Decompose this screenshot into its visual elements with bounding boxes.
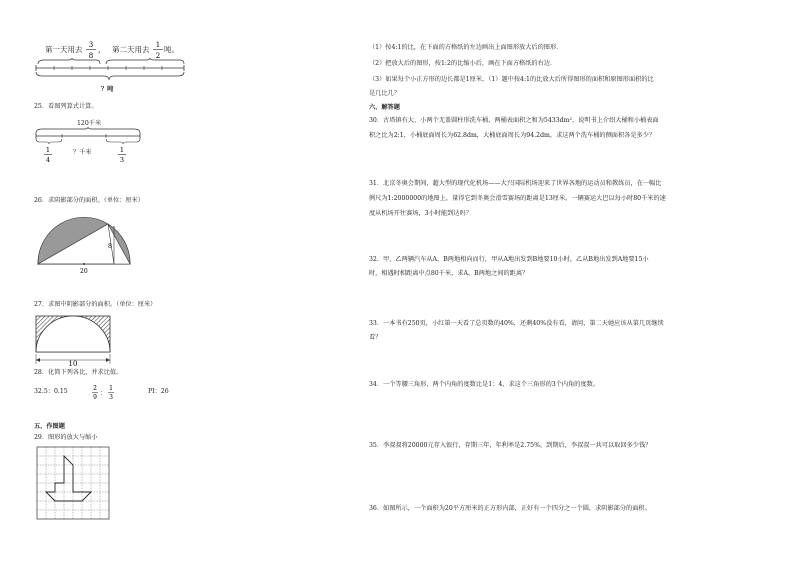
q26-semicircle-figure: [34, 212, 134, 274]
q25-total-label: 120千米: [77, 120, 102, 127]
q29-part-3-line-1: （3）如果每个小正方形的边长都是1厘米，（1）题中按4:1的比放大后所得图形的面积和原图形面积的比: [369, 76, 654, 83]
q26-center-point: [83, 263, 85, 265]
q25-fraction-one-third: [117, 145, 127, 165]
q25-f2-den: 3: [119, 156, 125, 164]
q25-f2-num: 1: [119, 146, 125, 154]
q28-r2-colon: ：: [99, 390, 107, 397]
q28-ratio-2: [91, 383, 121, 403]
q24-day2-text: 第二天用去: [112, 45, 150, 54]
q28-title: 28．化简下列各比，并求比值。: [34, 369, 123, 376]
q24-day1-text: 第一天用去: [45, 45, 83, 54]
q24-separator: ，: [98, 45, 106, 54]
q33-line-1: 33．一本书有250页，小红第一天看了总页数的40%，还剩40%没有看，请问，第二天她应该从第几页继续: [369, 320, 664, 327]
q30-line-1: 30．古塔镇有大、小两个无盖圆柱形洗车桶，两桶表面积之和为5433dm²，说明书上介绍大桶和小桶表面: [369, 117, 659, 124]
q35-text: 35．李叔叔将20000元存入银行，存期三年，年利率是2.75%，到期后，李叔叔一共可以取回多少钱？: [369, 442, 652, 449]
q24-fraction-three-eighths: [85, 40, 97, 60]
q24-day1-num: 3: [88, 41, 94, 49]
q28-r2-a-num: 2: [93, 385, 97, 392]
q24-brace-total: [36, 72, 184, 80]
section-6-heading: 六、解答题: [369, 104, 400, 111]
q29-grid-figure: [37, 447, 109, 519]
q27-label-width: 10: [68, 360, 78, 368]
q26-label-base: 20: [80, 268, 88, 275]
q28-ratio-3: PI：26: [148, 388, 169, 395]
q27-rect-semicircle-figure: [34, 314, 114, 370]
q25-title: 25．看图列算式计算。: [34, 103, 98, 110]
q29-part-3-line-2: 是几比几？: [369, 90, 400, 97]
q32-line-2: 时，相遇时相距离中点80千米，求A、B两地之间的距离？: [369, 270, 529, 277]
q24-day2-den: 2: [155, 52, 161, 60]
q25-segment-diagram: [34, 127, 154, 143]
q28-ratio-1: 32.5：0.15: [34, 388, 68, 395]
q31-line-2: 例尺为1:2000000的地图上，量得它到冬奥会滑雪赛场的距离是13厘米，一辆赛运大巴以每小时80千米的速: [369, 195, 666, 202]
q32-line-1: 32．甲、乙两辆汽车从A、B两地相向而行，甲从A地出发到B地要10小时，乙从B地出发到A地要15小: [369, 256, 649, 263]
q29-shape: [46, 456, 91, 501]
q24-fraction-one-half: [152, 40, 164, 60]
q24-day2-num: 1: [155, 41, 161, 49]
q24-brace-day1: [38, 58, 100, 64]
q24-day2-unit: 吨。: [164, 45, 179, 54]
q26-label-height: 8: [108, 243, 112, 250]
q31-line-3: 度从机场开往赛场，3小时能到达吗？: [369, 210, 472, 217]
q24-question-label: ？吨: [101, 86, 114, 93]
q31-line-1: 31．北京冬奥会期间，超大型的现代化机场——大兴国际机场迎来了世界各地的运动员和教练员，在一幅比: [369, 180, 662, 187]
q29-part-1: （1）按4:1的比，在下面的方格纸的左边画出上面图形放大后的图形．: [369, 44, 563, 51]
q24-day1-den: 8: [88, 52, 94, 60]
q26-title: 26．求阴影部分的面积。（单位：厘米）: [34, 197, 144, 204]
q36-text: 36．如图所示，一个面积为20平方厘米的正方形内部，正好有一个四分之一个圆，求阴影部分的面积。: [369, 505, 651, 512]
q28-r2-b-num: 1: [109, 385, 113, 392]
q25-question-label: ？千米: [73, 149, 92, 156]
q28-r2-a-den: 9: [93, 394, 97, 401]
q25-fraction-one-fourth: [43, 145, 53, 165]
q24-brace-day2: [106, 58, 184, 64]
q33-line-2: 看？: [369, 334, 382, 341]
q30-line-2: 积之比为2:1，小桶底面周长为62.8dm，大桶底面周长为94.2dm，求这两个洗车桶的侧面积各是多少？: [369, 132, 656, 139]
q29-part-2: （2）把放大后的图形，按1:2的比缩小后，画在下面方格纸的右边．: [369, 60, 557, 67]
q27-title: 27．求图中阴影部分的面积。（单位：厘米）: [34, 301, 157, 308]
section-5-heading: 五、作图题: [34, 423, 65, 430]
q34-text: 34．一个等腰三角形，两个内角的度数比是1：4，求这个三角形的3个内角的度数。: [369, 381, 600, 388]
q25-brace-total: [36, 127, 140, 133]
q29-title: 29．图形的放大与缩小: [34, 434, 98, 441]
q25-f1-den: 4: [45, 156, 51, 164]
q25-f1-num: 1: [45, 146, 51, 154]
q28-r2-b-den: 3: [109, 394, 113, 401]
